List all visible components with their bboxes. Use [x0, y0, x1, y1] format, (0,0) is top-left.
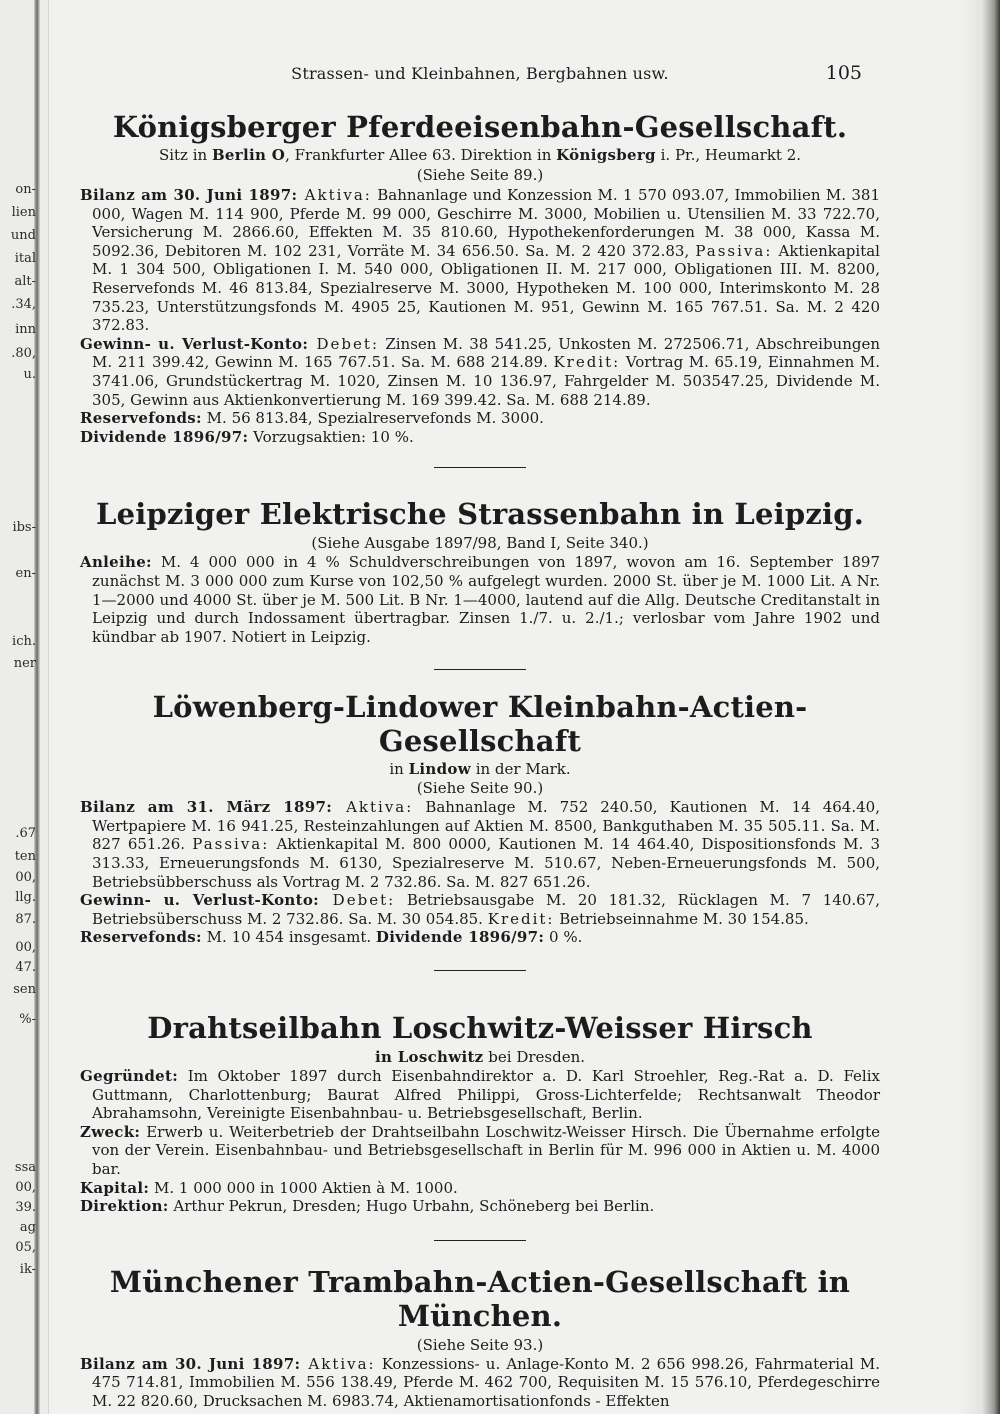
entry-text: Erwerb u. Weiterbetrieb der Drahtseilbahn Loschwitz-Weisser Hirsch. Die Übernahme erfolgte von der Verein. Eisenbahnbau- und Betriebsgesellschaft in Berlin für M. 996 000 in Aktien u. M. 4000 bar.: [92, 1122, 880, 1178]
entry-text: M. 4 000 000 in 4 % Schuldverschreibungen von 1897, wovon am 16. September 1897 zunächst M. 3 000 000 zum Kurse von 102,50 % aufgelegt wurden. 2000 St. über je M. 1000 Lit. A Nr. 1—2000 und 4000 St. über je M. 500 Lit. B Nr. 1—4000, lautend auf die Allg. Deutsche Creditanstalt in Leipzig und durch Indossament übertragbar. Zinsen 1./7. u. 2./1.; verlosbar vom Jahre 1902 und kündbar ab 1907. Notiert in Leipzig.: [92, 553, 880, 646]
entry-text: Bahnanlage M. 752 240.50, Kautionen M. 14 464.40, Wertpapiere M. 16 941.25, Resteinzahlungen auf Aktien M. 8500, Bankguthaben M. 35 505.11. Sa. M. 827 651.26.: [92, 798, 880, 854]
book-page: [80, 58, 880, 1411]
entry-text: M. 56 813.84, Spezialreservefonds M. 3000.: [201, 409, 544, 428]
company-title: Münchener Trambahn-Actien-Gesellschaft in München.: [109, 1264, 851, 1333]
entry-paragraph: [80, 798, 880, 891]
entry-paragraph: [80, 335, 880, 409]
entry-koenigsberger-pferdeeisenbahn: [80, 110, 880, 446]
entry-paragraph: [80, 409, 880, 428]
paragraph-label: Gegründet:: [80, 1067, 179, 1086]
margin-fragment: 00,: [15, 1180, 36, 1195]
spaced-term: Debet:: [318, 891, 396, 910]
entry-paragraph: [80, 891, 880, 928]
page-reference: (Siehe Seite 89.): [416, 166, 544, 184]
entry-drahtseilbahn-loschwitz: [80, 1011, 880, 1216]
entry-paragraph: [80, 1355, 880, 1411]
margin-fragment: 87.: [15, 912, 36, 927]
page-reference: (Siehe Ausgabe 1897/98, Band I, Seite 340.): [311, 534, 649, 553]
margin-fragment: ital: [14, 251, 36, 266]
margin-fragment: %-: [19, 1012, 36, 1027]
paragraph-label: Reservefonds:: [80, 928, 202, 947]
seat-prefix: Sitz in: [158, 146, 208, 164]
paragraph-label: Direktion:: [80, 1197, 169, 1216]
margin-fragment: ibs-: [12, 520, 36, 535]
entry-text: Zinsen M. 38 541.25, Unkosten M. 272506.71, Abschreibungen M. 211 399.42, Gewinn M. 165 767.51. Sa. M. 688 214.89.: [92, 334, 881, 372]
entry-text: M. 1 000 000 in 1000 Aktien à M. 1000.: [149, 1178, 458, 1197]
margin-fragment: .34,: [11, 297, 36, 312]
margin-fragment: en-: [15, 566, 36, 581]
entry-body: [80, 1067, 880, 1216]
margin-fragment: 00,: [15, 870, 36, 885]
entry-text: M. 10 454 insgesamt.: [201, 928, 376, 947]
margin-fragment: 47.: [15, 960, 36, 975]
margin-fragment: u.: [23, 367, 36, 382]
entry-paragraph: [80, 186, 880, 335]
entry-muenchener-trambahn: [80, 1265, 880, 1411]
entry-text: Aktienkapital M. 1 304 500, Obligationen I. M. 540 000, Obligationen II. M. 217 000, Obligationen III. M. 8200, Reservefonds M. 46 813.84, Spezialreserve M. 3000, Hypotheken M. 100 000, Interimskonto M. 28 735.23, Unterstützungsfonds M. 4905 25, Kautionen M. 951, Gewinn M. 165 767.51. Sa. M. 2 420 372.83.: [92, 241, 880, 335]
margin-fragment: ag: [19, 1220, 36, 1235]
company-title: Königsberger Pferdeeisenbahn-Gesellschaft.: [112, 110, 848, 144]
margin-fragment: lien: [11, 205, 36, 220]
margin-fragment: 39.: [15, 1200, 36, 1215]
entry-paragraph: [80, 1067, 880, 1123]
entry-paragraph: [80, 553, 880, 646]
spaced-term: Passiva:: [192, 835, 270, 854]
margin-fragment: ssa: [14, 1160, 36, 1175]
entry-paragraph: [80, 1197, 880, 1216]
margin-fragment: 05,: [15, 1240, 36, 1255]
running-head: [80, 58, 880, 90]
margin-fragment: inn: [15, 322, 36, 337]
paragraph-label: Gewinn- u. Verlust-Konto:: [80, 334, 309, 353]
entry-text: Konzessions- u. Anlage-Konto M. 2 656 998.26, Fahrmaterial M. 475 714.81, Immobilien M. 556 138.49, Pferde M. 462 700, Requisiten M. 15 576.10, Pferdegeschirre M. 22 820.60, Drucksachen M. 6983.74, Aktienamortisationfonds - Effekten: [92, 1354, 880, 1410]
entry-paragraph: [80, 1123, 880, 1179]
spaced-term: Passiva:: [695, 241, 773, 260]
seat-address: , Frankfurter Allee 63. Direktion in: [285, 146, 552, 164]
paragraph-label: Bilanz am 31. März 1897:: [80, 798, 333, 817]
spaced-term: Aktiva:: [300, 1354, 376, 1373]
paragraph-label: Reservefonds:: [80, 409, 202, 428]
company-title: Drahtseilbahn Loschwitz-Weisser Hirsch: [147, 1011, 813, 1046]
paragraph-label: Kapital:: [80, 1178, 150, 1197]
entry-text: Betriebseinnahme M. 30 154.85.: [554, 909, 809, 928]
entry-text: Im Oktober 1897 durch Eisenbahndirektor a. D. Karl Stroehler, Reg.-Rat a. D. Felix Guttmann, Charlottenburg; Baurat Alfred Philippi, Gross-Lichterfelde; Rechtsanwalt Theodor Abrahamsohn, Vereinigte Eisenbahnbau- u. Betriebsgesellschaft, Berlin.: [92, 1067, 880, 1123]
page-number: 105: [825, 62, 862, 84]
seat-region: bei Dresden.: [483, 1048, 586, 1067]
seat-city: Berlin O: [211, 146, 286, 164]
section-divider: [434, 669, 526, 670]
entry-text: 0 %.: [544, 928, 583, 947]
direction-address: i. Pr., Heumarkt 2.: [655, 146, 802, 164]
seat-city: Lindow: [408, 760, 471, 779]
section-divider: [434, 467, 526, 468]
margin-fragment: ten: [14, 849, 36, 864]
entry-loewenberg-lindower-kleinbahn: [80, 690, 880, 947]
company-seat: [80, 146, 880, 165]
margin-fragment: 00,: [15, 940, 36, 955]
entry-text: Bahnanlage und Konzession M. 1 570 093.07, Immobilien M. 381 000, Wagen M. 114 900, Pferde M. 99 000, Geschirre M. 3000, Mobilien u. Utensilien M. 33 722.70, Versicherung M. 2866.60, Effekten M. 35 810.60, Hypothekenforderungen M. 38 000, Kassa M. 5092.36, Debitoren M. 102 231, Vorräte M. 34 656.50. Sa. M. 2 420 372.83,: [92, 186, 880, 260]
seat-region: in der Mark.: [470, 760, 571, 779]
paragraph-label: Zweck:: [80, 1122, 141, 1141]
page-reference: (Siehe Seite 90.): [416, 779, 544, 798]
entry-text: Aktienkapital M. 800 0000, Kautionen M. 14 464.40, Dispositionsfonds M. 3 313.33, Erneuerungsfonds M. 6130, Spezialreserve M. 510.67, Neben-Erneuerungsfonds M. 500, Betriebsübberschuss als Vortrag M. 2 732.86. Sa. M. 827 651.26.: [92, 835, 881, 891]
margin-fragment: on-: [15, 182, 36, 197]
spaced-term: Debet:: [308, 334, 379, 353]
margin-fragment: alt-: [14, 274, 36, 289]
paragraph-label: Anleihe:: [80, 553, 152, 572]
entry-leipziger-elektrische-strassenbahn: [80, 497, 880, 646]
spaced-term: Kredit:: [487, 909, 555, 928]
margin-fragment: sen: [13, 982, 36, 997]
entry-text: Betriebsausgabe M. 20 181.32, Rücklagen M. 7 140.67, Betriebsüberschuss M. 2 732.86. Sa. M. 30 054.85.: [92, 891, 880, 928]
paragraph-label: Bilanz am 30. Juni 1897:: [80, 186, 298, 204]
direction-city: Königsberg: [556, 146, 656, 164]
seat-city: in Loschwitz: [374, 1048, 484, 1067]
margin-fragment: .67: [15, 826, 36, 841]
page-edge-shadow: [960, 0, 1000, 1414]
spaced-term: Aktiva:: [297, 186, 372, 204]
paragraph-label: Bilanz am 30. Juni 1897:: [80, 1354, 301, 1373]
margin-fragment: llg.: [15, 890, 36, 905]
company-title: Leipziger Elektrische Strassenbahn in Leipzig.: [95, 497, 864, 532]
spaced-term: Aktiva:: [332, 798, 414, 817]
entry-text: Vorzugsaktien: 10 %.: [248, 427, 414, 446]
section-divider: [434, 1240, 526, 1241]
company-title: Löwenberg-Lindower Kleinbahn-Actien-Gesellschaft: [152, 690, 808, 759]
entry-paragraph: [80, 428, 880, 447]
seat-prefix: in: [389, 760, 404, 779]
margin-fragment: ner: [13, 656, 36, 671]
section-divider: [434, 970, 526, 971]
company-seat: [80, 760, 880, 779]
entry-body: [80, 798, 880, 947]
entry-body: [80, 186, 880, 446]
paragraph-label: Dividende 1896/97:: [80, 427, 249, 446]
margin-fragment: ich.: [12, 634, 36, 649]
margin-fragment: und: [10, 228, 36, 243]
running-head-title: Strassen- und Kleinbahnen, Bergbahnen usw.: [291, 64, 669, 83]
entry-paragraph: [80, 1179, 880, 1198]
paragraph-label: Gewinn- u. Verlust-Konto:: [80, 891, 319, 910]
entry-text: Vortrag M. 65.19, Einnahmen M. 3741.06, Grundstückertrag M. 1020, Zinsen M. 10 136.97, Fahrgelder M. 503547.25, Dividende M. 305, Gewinn aus Aktienkonvertierung M. 169 399.42. Sa. M. 688 214.89.: [92, 353, 880, 409]
page-reference: (Siehe Seite 93.): [416, 1335, 544, 1354]
entry-paragraph: [80, 928, 880, 947]
company-seat: [80, 1048, 880, 1067]
entry-body: [80, 1355, 880, 1411]
entry-text: Arthur Pekrun, Dresden; Hugo Urbahn, Schöneberg bei Berlin.: [168, 1197, 655, 1216]
margin-fragment: ik-: [19, 1262, 36, 1277]
inline-label: Dividende 1896/97:: [375, 928, 545, 947]
margin-fragment: .80,: [11, 346, 36, 361]
spaced-term: Kredit:: [553, 353, 621, 372]
entry-body: [80, 553, 880, 646]
